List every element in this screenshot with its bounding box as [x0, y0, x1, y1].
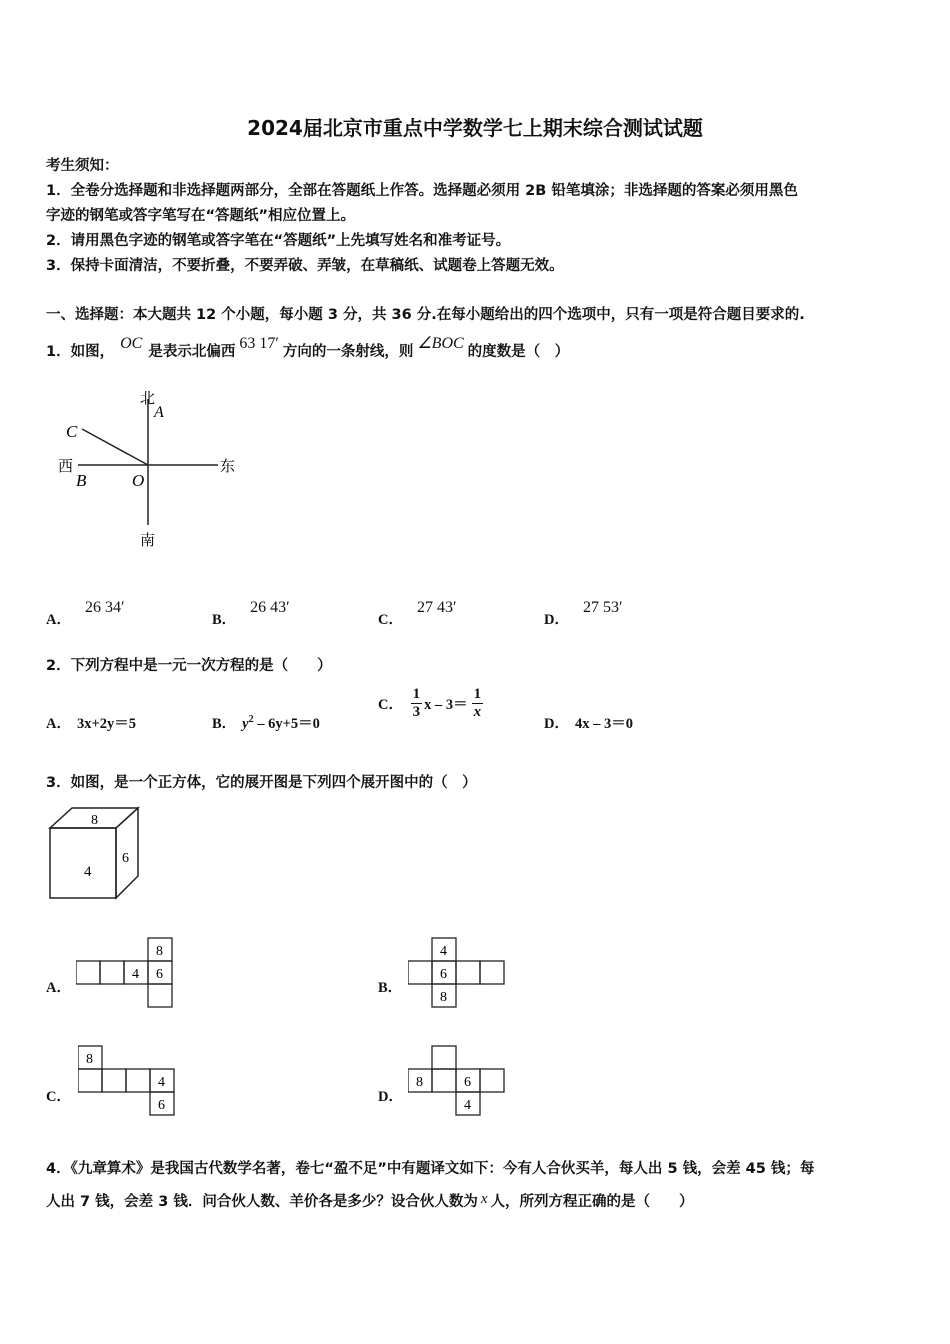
label-c: C [66, 422, 78, 441]
option-letter: C． [378, 697, 403, 713]
option-var-y: y [242, 716, 249, 732]
label-east: 东 [220, 459, 236, 475]
net-number: 6 [156, 967, 163, 982]
net-number: 8 [86, 1052, 93, 1067]
net-number: 6 [464, 1075, 471, 1090]
option-value: 26 34′ [84, 599, 125, 616]
cube-right-number: 6 [122, 851, 129, 866]
net-number: 8 [156, 944, 163, 959]
q3-option-c-net[interactable] [78, 1044, 178, 1118]
option-value: 4x – 3＝0 [574, 716, 633, 732]
label-south: 南 [140, 533, 156, 549]
q1-oc: OC [120, 335, 143, 352]
option-letter: A． [46, 716, 71, 732]
option-letter: B． [212, 716, 237, 732]
ray-oc [82, 429, 148, 465]
net-number: 6 [158, 1098, 165, 1113]
question-1-stem [46, 332, 570, 360]
q3-option-b-letter[interactable]: B． [378, 980, 403, 996]
cube-front-face [50, 828, 116, 898]
net-number: 4 [440, 944, 447, 959]
label-a: A [154, 404, 164, 421]
question-4-line-1: 4．《九章算术》是我国古代数学名著，卷七“盈不足”中有题译文如下：今有人合伙买羊，每人出 5 钱，会差 45 钱；每 [46, 1161, 815, 1177]
option-letter: C． [378, 612, 403, 628]
q3-option-d-letter[interactable]: D． [378, 1089, 403, 1105]
q3-option-d-net[interactable] [408, 1044, 508, 1118]
numerator: 1 [412, 686, 421, 702]
option-value: – 6y+5＝0 [253, 716, 320, 732]
net-number: 4 [464, 1098, 471, 1113]
q3-option-a-letter[interactable]: A． [46, 980, 71, 996]
q1-boc: ∠BOC [417, 335, 464, 352]
option-value: 3x+2y＝5 [76, 716, 136, 732]
option-letter: D． [544, 612, 569, 628]
fraction-one-third [411, 686, 423, 721]
option-letter: D． [544, 716, 569, 732]
label-o: O [132, 471, 145, 490]
q2-option-b[interactable] [212, 712, 320, 733]
cube-figure [46, 804, 146, 904]
section-heading: 一、选择题：本大题共 12 个小题，每小题 3 分，共 36 分.在每小题给出的四个选项中，只有一项是符合题目要求的. [46, 307, 805, 323]
notice-line-2: 2．请用黑色字迹的钢笔或答字笔在“答题纸”上先填写姓名和准考证号。 [46, 233, 511, 249]
q1-text-3: 方向的一条射线，则 [282, 344, 414, 360]
q1-angle: 63 17′ [239, 335, 279, 352]
net-number: 6 [440, 967, 447, 982]
q4-text-2: 人，所列方程正确的是（ ） [490, 1194, 694, 1210]
option-value: x – 3＝ [424, 697, 468, 713]
question-2-stem: 2．下列方程中是一元一次方程的是（ ） [46, 658, 332, 674]
notice-heading: 考生须知： [46, 158, 119, 174]
q1-option-c[interactable] [378, 596, 457, 628]
net-number: 8 [440, 990, 447, 1005]
label-west: 西 [58, 459, 74, 475]
net-number: 4 [132, 967, 139, 982]
q2-option-c[interactable] [378, 686, 483, 721]
notice-line-1b: 字迹的钢笔或答字笔写在“答题纸”相应位置上。 [46, 208, 356, 224]
option-letter: A． [46, 612, 71, 628]
option-value: 27 43′ [416, 599, 457, 616]
denominator: 3 [412, 704, 421, 720]
notice-line-1a: 1．全卷分选择题和非选择题两部分，全部在答题纸上作答。选择题必须用 2B 铅笔填涂；非选择题的答案必须用黑色 [46, 183, 798, 199]
denominator: x [473, 704, 482, 720]
q1-text-2: 是表示北偏西 [148, 344, 236, 360]
page-title: 2024届北京市重点中学数学七上期末综合测试试题 [247, 116, 703, 140]
q4-var-x: x [480, 1191, 488, 1207]
net-number: 8 [416, 1075, 423, 1090]
notice-line-3: 3．保持卡面清洁，不要折叠，不要弄破、弄皱，在草稿纸、试题卷上答题无效。 [46, 258, 564, 274]
q1-text-4: 的度数是（ ） [467, 344, 570, 360]
q1-option-b[interactable] [212, 596, 290, 628]
cube-front-number: 4 [84, 864, 92, 880]
q3-option-b-net[interactable] [408, 936, 508, 1010]
q3-option-c-letter[interactable]: C． [46, 1089, 71, 1105]
option-value: 27 53′ [582, 599, 623, 616]
net-number: 4 [158, 1075, 165, 1090]
q3-option-a-net[interactable] [76, 936, 176, 1010]
option-exponent: 2 [248, 714, 254, 726]
label-north: 北 [140, 391, 156, 407]
q2-option-a[interactable] [46, 712, 136, 733]
q4-text-1: 人出 7 钱，会差 3 钱．问合伙人数、羊价各是多少？设合伙人数为 [46, 1194, 478, 1210]
q1-option-a[interactable] [46, 596, 125, 628]
q1-option-d[interactable] [544, 596, 623, 628]
label-b: B [76, 471, 87, 490]
option-value: 26 43′ [250, 599, 290, 616]
numerator: 1 [473, 686, 482, 702]
compass-figure [50, 385, 250, 555]
question-4-line-2 [46, 1190, 694, 1211]
q2-option-d[interactable] [544, 712, 633, 733]
q1-text-1: 1．如图， [46, 344, 115, 360]
cube-top-number: 8 [91, 813, 98, 828]
option-letter: B． [212, 612, 237, 628]
fraction-one-over-x [472, 686, 484, 721]
question-3-stem: 3．如图，是一个正方体，它的展开图是下列四个展开图中的（ ） [46, 775, 477, 791]
